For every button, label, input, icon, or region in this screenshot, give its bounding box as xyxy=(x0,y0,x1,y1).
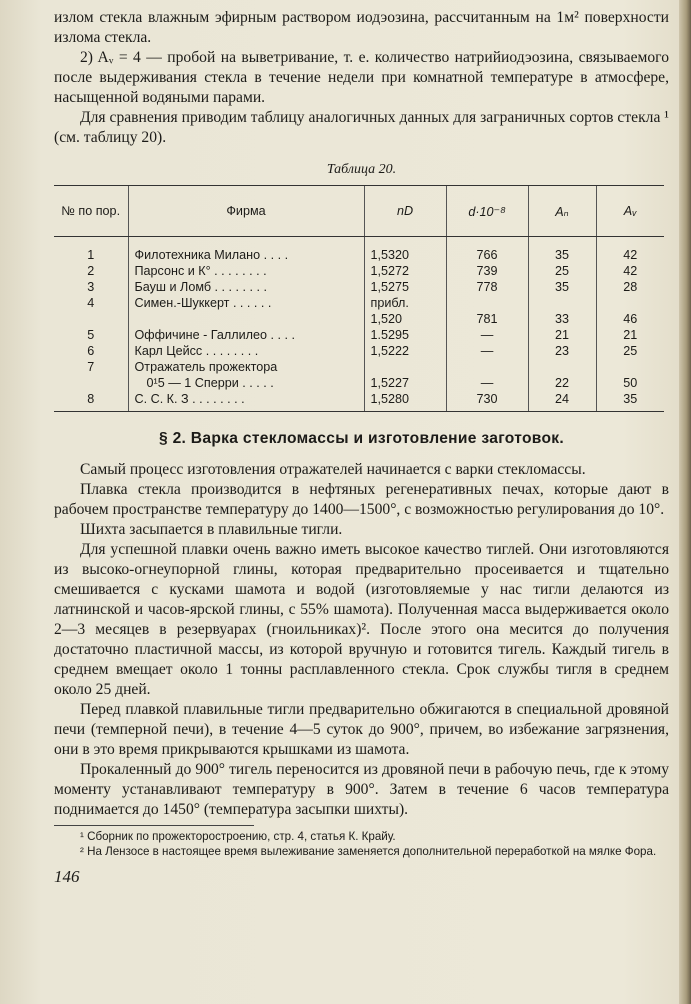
main-text-block xyxy=(54,460,669,820)
cell-firm: Бауш и Ломб . . . . . . . . xyxy=(128,279,364,295)
cell-density: 766 xyxy=(446,237,528,264)
cell-av: 25 xyxy=(596,343,664,359)
cell-nd: 1,5275 xyxy=(364,279,446,295)
cell-nd: 1,5227 xyxy=(364,375,446,391)
table-caption: Таблица 20. xyxy=(326,162,397,177)
cell-density: 739 xyxy=(446,263,528,279)
table-row xyxy=(54,327,664,343)
cell-number: 8 xyxy=(54,391,128,412)
cell-number: 3 xyxy=(87,280,95,294)
table-row xyxy=(54,359,664,375)
cell-number: 7 xyxy=(87,360,95,374)
cell-firm: Отражатель прожектора xyxy=(128,359,364,375)
cell-firm xyxy=(128,311,364,327)
cell-number: 5 xyxy=(87,328,95,342)
footnote: ¹ Сборник по прожекторостроению, стр. 4, статья К. Крайу. xyxy=(80,830,396,843)
cell-av: 35 xyxy=(596,391,664,412)
paragraph: Шихта засыпается в плавильные тигли. xyxy=(80,521,343,538)
cell-density: 778 xyxy=(446,279,528,295)
header-an: Aₙ xyxy=(528,186,596,237)
cell-number: 4 xyxy=(87,296,95,310)
cell-density: — xyxy=(446,343,528,359)
cell-nd: 1.5295 xyxy=(364,327,446,343)
cell-density: 730 xyxy=(446,391,528,412)
data-table xyxy=(54,185,664,412)
cell-nd: 1,5222 xyxy=(364,343,446,359)
paragraph: Самый процесс изготовления отражателей начинается с варки стекломассы. xyxy=(80,461,586,478)
cell-number xyxy=(54,311,128,327)
cell-number: 6 xyxy=(87,344,95,358)
table-row xyxy=(54,295,664,311)
cell-an: 21 xyxy=(528,327,596,343)
header-firm: Фирма xyxy=(128,186,364,237)
cell-nd: 1,5272 xyxy=(364,263,446,279)
cell-an: 35 xyxy=(528,237,596,264)
top-text-block xyxy=(54,8,669,148)
page-number: 146 xyxy=(54,867,80,886)
header-number: № по пор. xyxy=(54,186,128,237)
cell-an: 24 xyxy=(528,391,596,412)
cell-an: 35 xyxy=(528,279,596,295)
cell-an: 25 xyxy=(528,263,596,279)
cell-an: 23 xyxy=(528,343,596,359)
book-spine-edge xyxy=(679,0,691,1004)
paragraph: Прокаленный до 900° тигель переносится из дровяной печи в рабочую печь, где к этому моменту устанавливают температуру в 900°. Затем в течение 6 часов температура поднимается до 1450° (температура засыпки шихты). xyxy=(54,761,669,818)
table-row xyxy=(54,375,664,391)
cell-av: 21 xyxy=(596,327,664,343)
cell-number: 2 xyxy=(87,264,95,278)
cell-nd: 1,5320 xyxy=(364,237,446,264)
cell-firm: 0¹5 — 1 Сперри . . . . . xyxy=(128,375,364,391)
cell-firm: Парсонс и К° . . . . . . . . xyxy=(128,263,364,279)
cell-av: 28 xyxy=(596,279,664,295)
cell-av xyxy=(596,295,664,311)
cell-density: 781 xyxy=(446,311,528,327)
cell-an: 33 xyxy=(528,311,596,327)
cell-nd: 1,520 xyxy=(364,311,446,327)
cell-firm: Оффичине - Галлилео . . . . xyxy=(128,327,364,343)
cell-firm: Филотехника Милано . . . . xyxy=(128,237,364,264)
paragraph-comparison: Для сравнения приводим таблицу аналогичных данных для заграничных сортов стекла ¹ (см. таблицу 20). xyxy=(54,109,669,146)
cell-firm: С. С. К. З . . . . . . . . xyxy=(128,391,364,412)
header-nd: nD xyxy=(364,186,446,237)
table-row xyxy=(54,237,664,264)
paragraph-continued: излом стекла влажным эфирным раствором иодэозина, рассчитанным на 1м² поверхности излома стекла. xyxy=(54,9,669,46)
footnote: ² На Лензосе в настоящее время вылеживание заменяется дополнительной переработкой на мялке Фора. xyxy=(80,845,657,858)
cell-an xyxy=(528,359,596,375)
cell-firm: Симен.-Шуккерт . . . . . . xyxy=(128,295,364,311)
table-header-row xyxy=(54,186,664,237)
cell-number xyxy=(54,375,128,391)
paragraph-av-definition: 2) Aᵥ = 4 — пробой на выветривание, т. е. количество натрийиодэозина, связываемого после выдерживания стекла в течение недели при комнатной температуре в атмосфере, насыщенной водяными парами. xyxy=(54,49,669,106)
cell-av: 46 xyxy=(596,311,664,327)
cell-nd: прибл. xyxy=(364,295,446,311)
cell-density xyxy=(446,295,528,311)
header-av: Aᵥ xyxy=(596,186,664,237)
header-density: d·10⁻⁸ xyxy=(446,186,528,237)
cell-av xyxy=(596,359,664,375)
table-row xyxy=(54,311,664,327)
cell-nd xyxy=(364,359,446,375)
cell-av: 42 xyxy=(596,237,664,264)
cell-number: 1 xyxy=(87,248,95,262)
cell-density: — xyxy=(446,327,528,343)
paragraph: Перед плавкой плавильные тигли предварительно обжигаются в специальной дровяной печи (темперной печи), в течение 4—5 суток до 900°, причем, во избежание загрязнения, они в это время прикрываются крышками из шамота. xyxy=(54,701,669,758)
cell-density: — xyxy=(446,375,528,391)
cell-firm: Карл Цейсс . . . . . . . . xyxy=(128,343,364,359)
cell-an: 22 xyxy=(528,375,596,391)
cell-av: 42 xyxy=(596,263,664,279)
cell-nd: 1,5280 xyxy=(364,391,446,412)
cell-density xyxy=(446,359,528,375)
footnote-divider xyxy=(54,825,254,826)
paragraph: Для успешной плавки очень важно иметь высокое качество тиглей. Они изготовляются из высоко-огнеупорной глины, которая предварительно просеивается и тщательно смешивается с кусками шамота и водой (изготовляемые у нас тигли делаются из латнинской и часов-ярской глины, с 55% шамота). Полученная масса выдерживается около 2—3 месяцев в резервуарах (гноильниках)². После этого она месится до получения достаточно пластичной массы, из которой вручную и готовится тигель. Каждый тигель в среднем вмещает около 1 тонны расплавленного стекла. Срок службы тигля в среднем около 25 дней. xyxy=(54,541,669,698)
table-row xyxy=(54,391,664,412)
paragraph: Плавка стекла производится в нефтяных регенеративных печах, которые дают в рабочем пространстве температуру до 1400—1500°, с возможностью регулирования до 10°. xyxy=(54,481,669,518)
table-row xyxy=(54,263,664,279)
table-row xyxy=(54,343,664,359)
table-row xyxy=(54,279,664,295)
footnotes xyxy=(54,829,669,859)
cell-an xyxy=(528,295,596,311)
section-title: § 2. Варка стекломассы и изготовление заготовок. xyxy=(158,430,565,447)
cell-av: 50 xyxy=(596,375,664,391)
